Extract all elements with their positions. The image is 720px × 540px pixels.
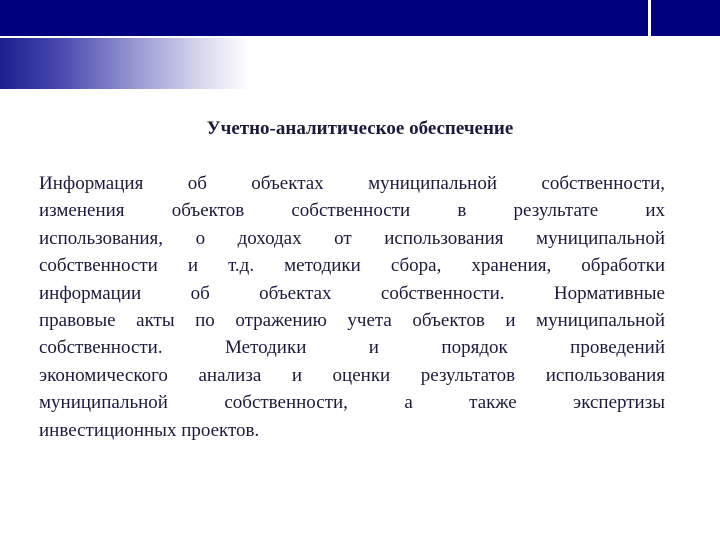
body-line: использования, о доходах от использования муниципальной <box>39 227 665 249</box>
body-line: экономического анализа и оценки результатов использования <box>39 364 665 386</box>
body-line: информации об объектах собственности. Нормативные <box>39 282 665 304</box>
gradient-accent-band <box>0 38 250 89</box>
body-line: собственности. Методики и порядок проведений <box>39 337 665 359</box>
body-line: Информация об объектах муниципальной собственности, <box>39 173 665 194</box>
body-line: изменения объектов собственности в результате их <box>39 200 665 222</box>
slide-body-text <box>39 170 665 444</box>
body-line: правовые акты по отражению учета объектов и муниципальной <box>39 309 665 331</box>
header-bar <box>0 0 648 36</box>
body-line: собственности и т.д. методики сбора, хранения, обработки <box>39 255 665 277</box>
body-line: муниципальной собственности, а также экспертизы <box>39 392 665 414</box>
body-line: инвестиционных проектов. <box>39 419 260 441</box>
header-bar-corner <box>651 0 720 36</box>
slide-title: Учетно-аналитическое обеспечение <box>206 118 514 139</box>
